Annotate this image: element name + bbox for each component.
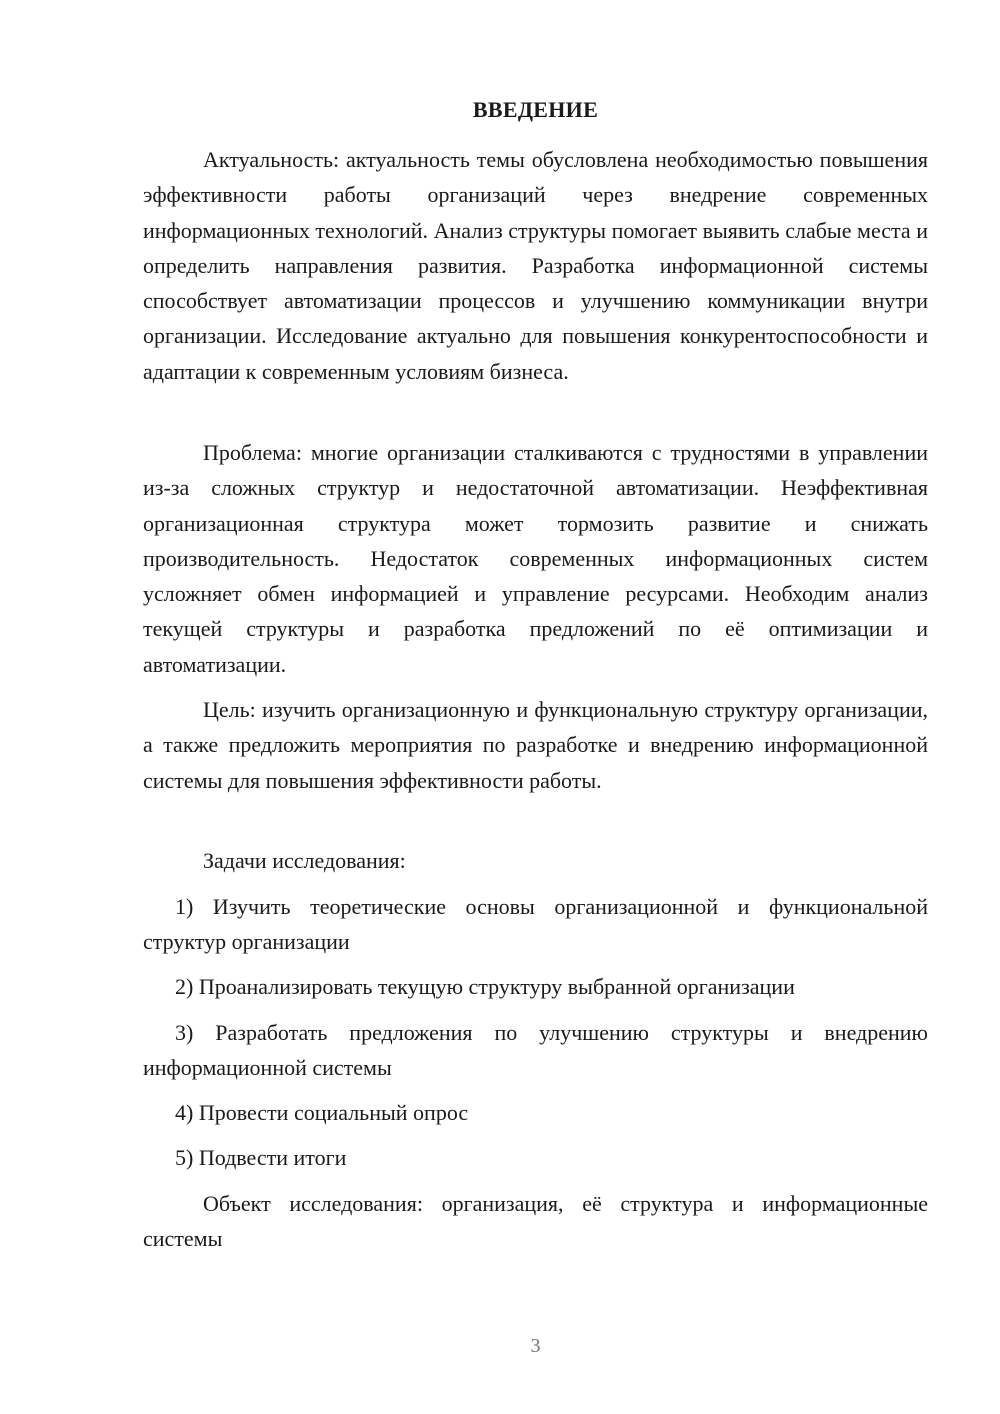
task-item-1: 1) Изучить теоретические основы организационной и функциональной структур организации — [143, 894, 928, 955]
tasks-heading: Задачи исследования: — [203, 848, 406, 873]
section-title: ВВЕДЕНИЕ — [472, 97, 599, 122]
paragraph-goal: Цель: изучить организационную и функциональную структуру организации, а также предложить мероприятия по разработке и внедрению информационной системы для повышения эффективности работы. — [143, 697, 928, 793]
paragraph-object: Объект исследования: организация, её структура и информационные системы — [143, 1191, 928, 1252]
page-number: 3 — [530, 1335, 541, 1357]
document-page — [143, 0, 928, 1414]
task-item-5: 5) Подвести итоги — [175, 1145, 347, 1170]
task-item-3: 3) Разработать предложения по улучшению структуры и внедрению информационной системы — [143, 1020, 928, 1081]
task-item-4: 4) Провести социальный опрос — [175, 1100, 469, 1125]
paragraph-problem: Проблема: многие организации сталкиваются с трудностями в управлении из-за сложных структур и недостаточной автоматизации. Неэффективная организационная структура может тормозить развитие и снижать производительность. Недостаток современных информационных систем усложняет обмен информацией и управление ресурсами. Необходим анализ текущей структуры и разработка предложений по её оптимизации и автоматизации. — [143, 440, 928, 677]
paragraph-relevance: Актуальность: актуальность темы обусловлена необходимостью повышения эффективности работы организаций через внедрение современных информационных технологий. Анализ структуры помогает выявить слабые места и определить направления развития. Разработка информационной системы способствует автоматизации процессов и улучшению коммуникации внутри организации. Исследование актуально для повышения конкурентоспособности и адаптации к современным условиям бизнеса. — [143, 147, 928, 384]
task-item-2: 2) Проанализировать текущую структуру выбранной организации — [175, 974, 795, 999]
